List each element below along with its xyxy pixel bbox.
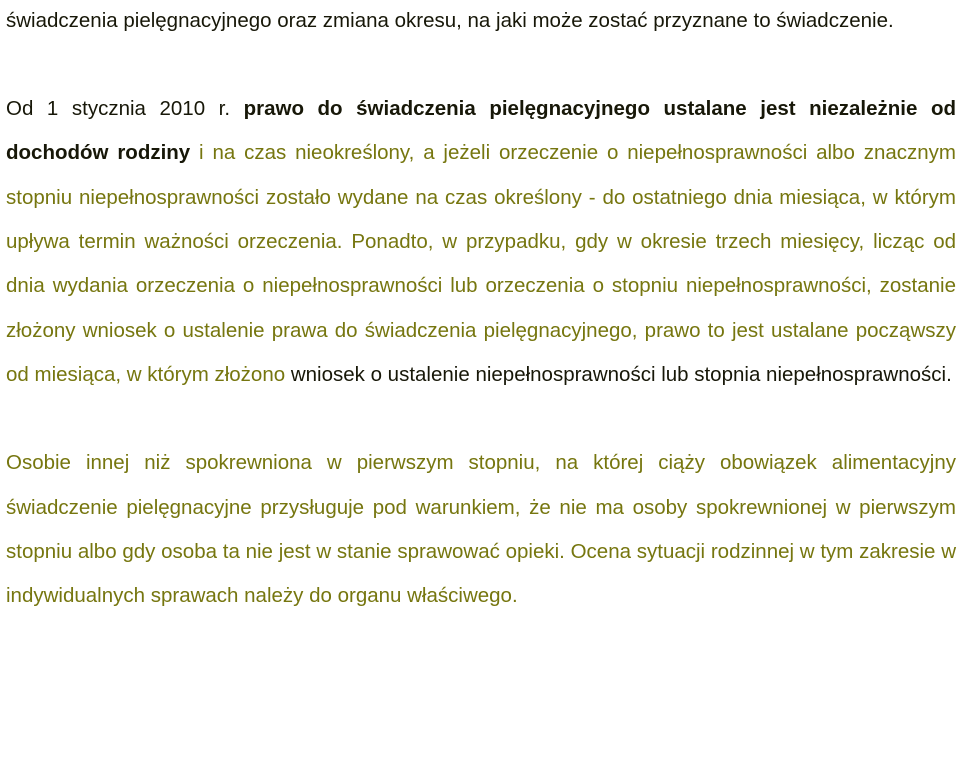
paragraph-spacer [6, 43, 956, 87]
text-segment: Ponadto, w przypadku, gdy w okresie trzech miesięcy, licząc od dnia wydania orzeczenia o niepełnosprawności lub orzeczenia o stopniu niepełnosprawności, zostanie złożony wniosek o ustalenie prawa do świadczenia pielęgnacyjnego, prawo to jest ustalane począwszy od miesiąca, w którym złożono [6, 229, 956, 386]
document-page [6, 0, 956, 619]
paragraph-other-than-first-degree [6, 441, 956, 618]
text-segment: i na czas nieokreślony, a jeżeli orzeczenie o niepełnosprawności albo znacznym stopniu niepełnosprawności zostało wydane na czas określony - do ostatniego dnia miesiąca, w którym upływa termin ważności orzeczenia. [6, 141, 956, 253]
emphasis-segment: prawo do świadczenia pielęgnacyjnego ustalane jest niezależnie od dochodów rodziny [6, 97, 956, 165]
paragraph-intro-continuation [6, 0, 956, 43]
text-segment: Osobie innej niż spokrewniona w pierwszym stopniu, na której ciąży obowiązek alimentacyjny świadczenie pielęgnacyjne przysługuje pod warunkiem, że nie ma osoby spokrewnionej w pierwszym stopniu albo gdy osoba ta nie jest w stanie sprawować opieki. Ocena sytuacji rodzinnej w tym zakresie w indywidualnych sprawach należy do organu właściwego. [6, 451, 956, 608]
text-segment: wniosek o ustalenie niepełnosprawności lub stopnia niepełnosprawności. [290, 362, 952, 386]
text-segment: Od 1 stycznia 2010 r. [6, 97, 244, 121]
paragraph-rule-2010 [6, 87, 956, 397]
text-segment: świadczenia pielęgnacyjnego oraz zmiana okresu, na jaki może zostać przyznane to świadczenie. [6, 8, 894, 32]
paragraph-spacer [6, 397, 956, 441]
